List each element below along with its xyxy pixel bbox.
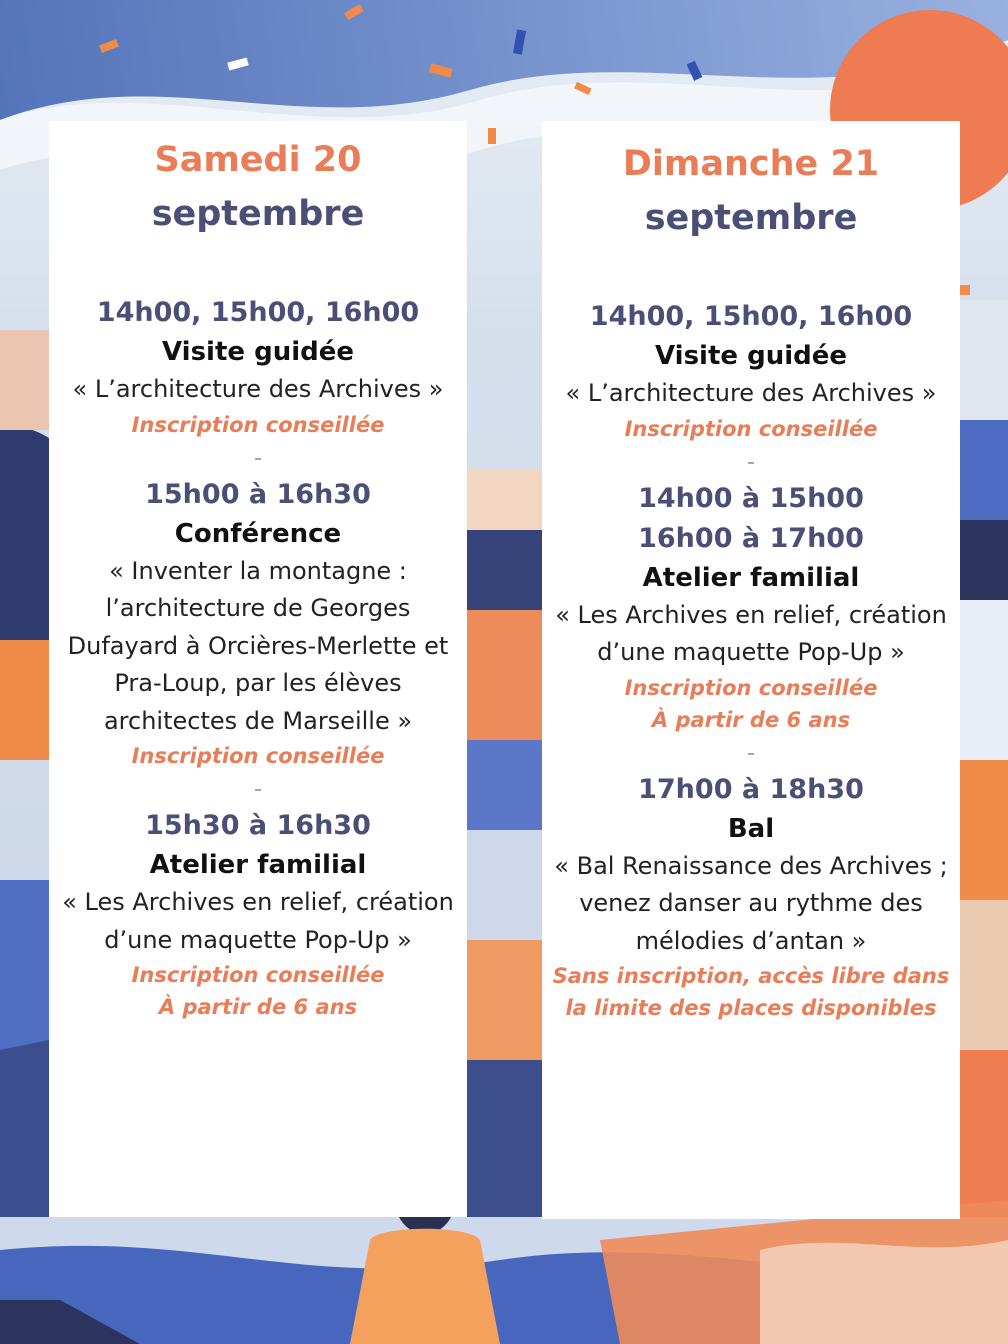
- event-time: 15h00 à 16h30: [145, 478, 371, 510]
- sunday-month: septembre: [644, 198, 858, 238]
- event-title: Conférence: [174, 518, 342, 549]
- event-title: Bal: [727, 813, 775, 844]
- event-time: 15h30 à 16h30: [145, 810, 371, 841]
- event-time: 17h00 à 18h30: [638, 773, 864, 805]
- event-description: « Bal Renaissance des Archives ; venez danser au rythme des mélodies d’antan »: [554, 851, 948, 955]
- separator: –: [254, 780, 262, 798]
- event-age-note: À partir de 6 ans: [158, 995, 358, 1019]
- saturday-card: [49, 121, 467, 1217]
- event-age-note: À partir de 6 ans: [651, 707, 851, 732]
- event-description: « Inventer la montagne : l’architecture de Georges Dufayard à Orcières-Merlette et Pra-Loup, par les élèves architectes de Marseille »: [67, 556, 449, 735]
- sunday-heading: [542, 121, 960, 245]
- separator: –: [747, 452, 755, 471]
- saturday-event-visite: [49, 293, 467, 441]
- event-description: « L’architecture des Archives »: [565, 379, 937, 407]
- event-time: 14h00 à 15h00: [638, 482, 864, 514]
- event-title: Visite guidée: [162, 337, 354, 367]
- sunday-event-visite: [542, 297, 960, 445]
- event-note: Inscription conseillée: [131, 744, 385, 768]
- event-note: Inscription conseillée: [624, 416, 878, 441]
- event-description: « Les Archives en relief, création d’une maquette Pop-Up »: [62, 888, 454, 954]
- event-description: « Les Archives en relief, création d’une maquette Pop-Up »: [555, 600, 947, 666]
- event-description: « L’architecture des Archives »: [72, 375, 444, 403]
- event-time-second: 16h00 à 17h00: [638, 522, 864, 554]
- separator: –: [254, 448, 262, 467]
- sunday-day: Dimanche 21: [622, 144, 880, 184]
- event-note: Sans inscription, accès libre dans la limite des places disponibles: [552, 964, 950, 1020]
- event-note: Inscription conseillée: [624, 675, 878, 700]
- saturday-month: septembre: [151, 194, 365, 234]
- sunday-event-bal: [542, 770, 960, 1025]
- saturday-heading: [49, 121, 467, 241]
- event-note: Inscription conseillée: [131, 963, 385, 987]
- event-title: Visite guidée: [655, 341, 847, 371]
- event-title: Atelier familial: [149, 850, 367, 880]
- event-title: Atelier familial: [642, 562, 860, 593]
- event-time: 14h00, 15h00, 16h00: [589, 301, 913, 332]
- sunday-card: [542, 121, 960, 1219]
- saturday-event-conference: [49, 475, 467, 773]
- event-time: 14h00, 15h00, 16h00: [96, 297, 420, 328]
- event-note: Inscription conseillée: [131, 412, 385, 437]
- sunday-event-atelier: [542, 479, 960, 736]
- saturday-day: Samedi 20: [154, 140, 362, 180]
- saturday-event-atelier: [49, 806, 467, 1023]
- separator: –: [747, 743, 755, 762]
